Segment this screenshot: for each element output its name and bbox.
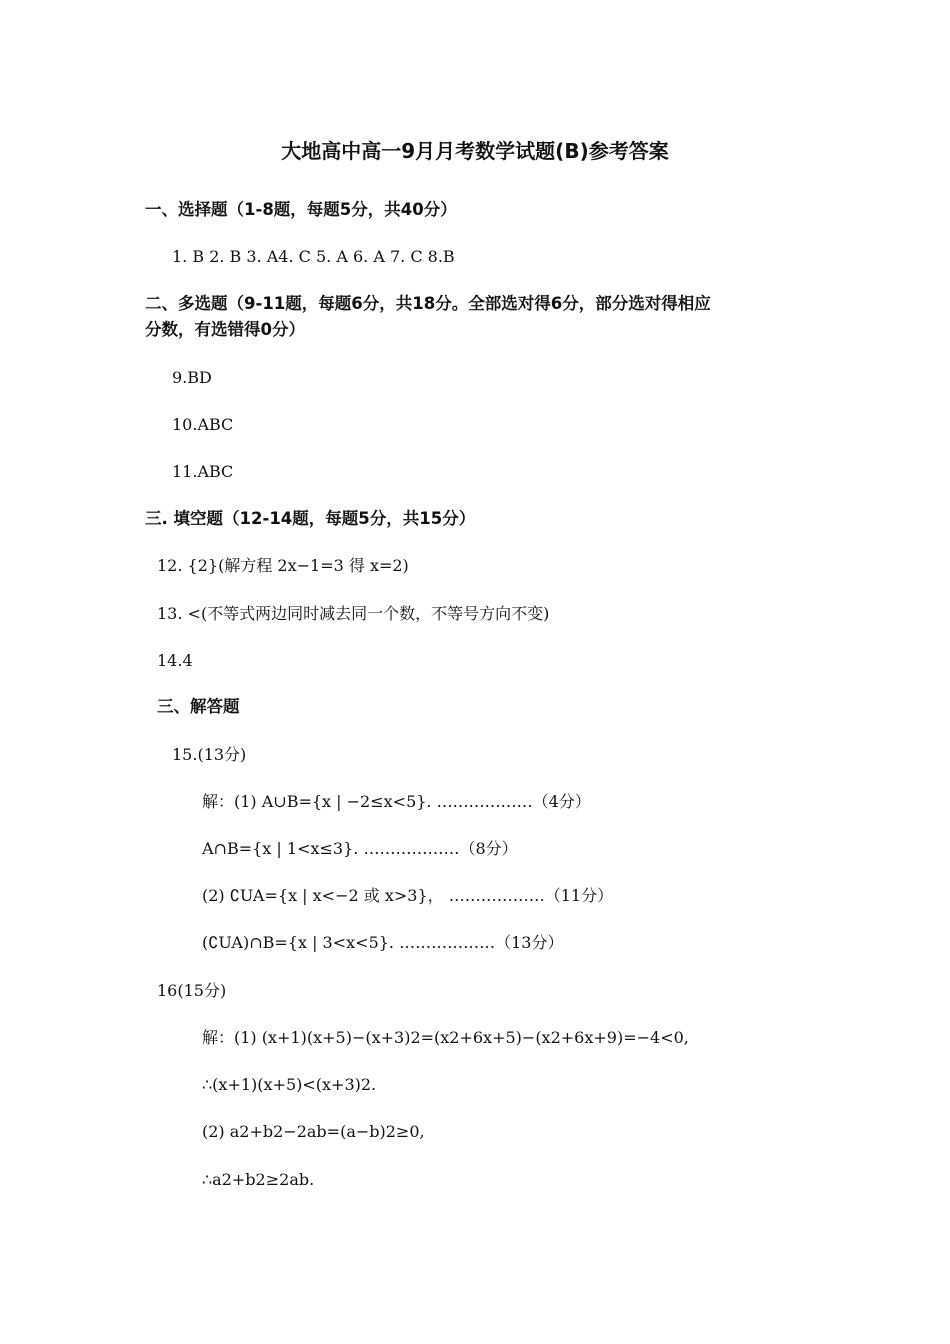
q15-line: (∁UA)∩B={x | 3<x<5}. ………………（13分）: [202, 933, 564, 952]
q16-line: (2) a2+b2−2ab=(a−b)2≥0,: [202, 1122, 425, 1141]
q15-line: A∩B={x | 1<x≤3}. ………………（8分）: [202, 839, 518, 858]
answer-13: 13. <(不等式两边同时减去同一个数，不等号方向不变): [157, 604, 550, 623]
section2-heading-line1: 二、多选题（9-11题，每题6分，共18分。全部选对得6分，部分选对得相应: [145, 294, 711, 313]
answer-12: 12. {2}(解方程 2x−1=3 得 x=2): [157, 556, 409, 575]
section2-heading-line2: 分数，有选错得0分）: [145, 320, 305, 339]
answer-9: 9.BD: [172, 368, 212, 387]
answer-11: 11.ABC: [172, 462, 234, 481]
q16-line: ∴(x+1)(x+5)<(x+3)2.: [202, 1075, 377, 1094]
answer-10: 10.ABC: [172, 415, 234, 434]
q15-line: 解：(1) A∪B={x | −2≤x<5}. ………………（4分）: [202, 792, 591, 811]
section1-heading: 一、选择题（1-8题，每题5分，共40分）: [145, 200, 457, 219]
answer-14: 14.4: [157, 651, 193, 670]
section1-answers: 1. B 2. B 3. A4. C 5. A 6. A 7. C 8.B: [172, 247, 455, 266]
q15-label: 15.(13分): [172, 745, 247, 764]
q16-label: 16(15分): [157, 981, 227, 1000]
q16-line: 解：(1) (x+1)(x+5)−(x+3)2=(x2+6x+5)−(x2+6x+9)=−4<0,: [202, 1028, 689, 1047]
page-title: 大地高中高一9月月考数学试题(B)参考答案: [281, 139, 669, 163]
q16-line: ∴a2+b2≥2ab.: [202, 1170, 315, 1189]
q15-line: (2) ∁UA={x | x<−2 或 x>3}， ………………（11分）: [202, 886, 614, 905]
section4-heading: 三、解答题: [157, 697, 240, 716]
section3-heading: 三. 填空题（12-14题，每题5分，共15分）: [145, 509, 476, 528]
